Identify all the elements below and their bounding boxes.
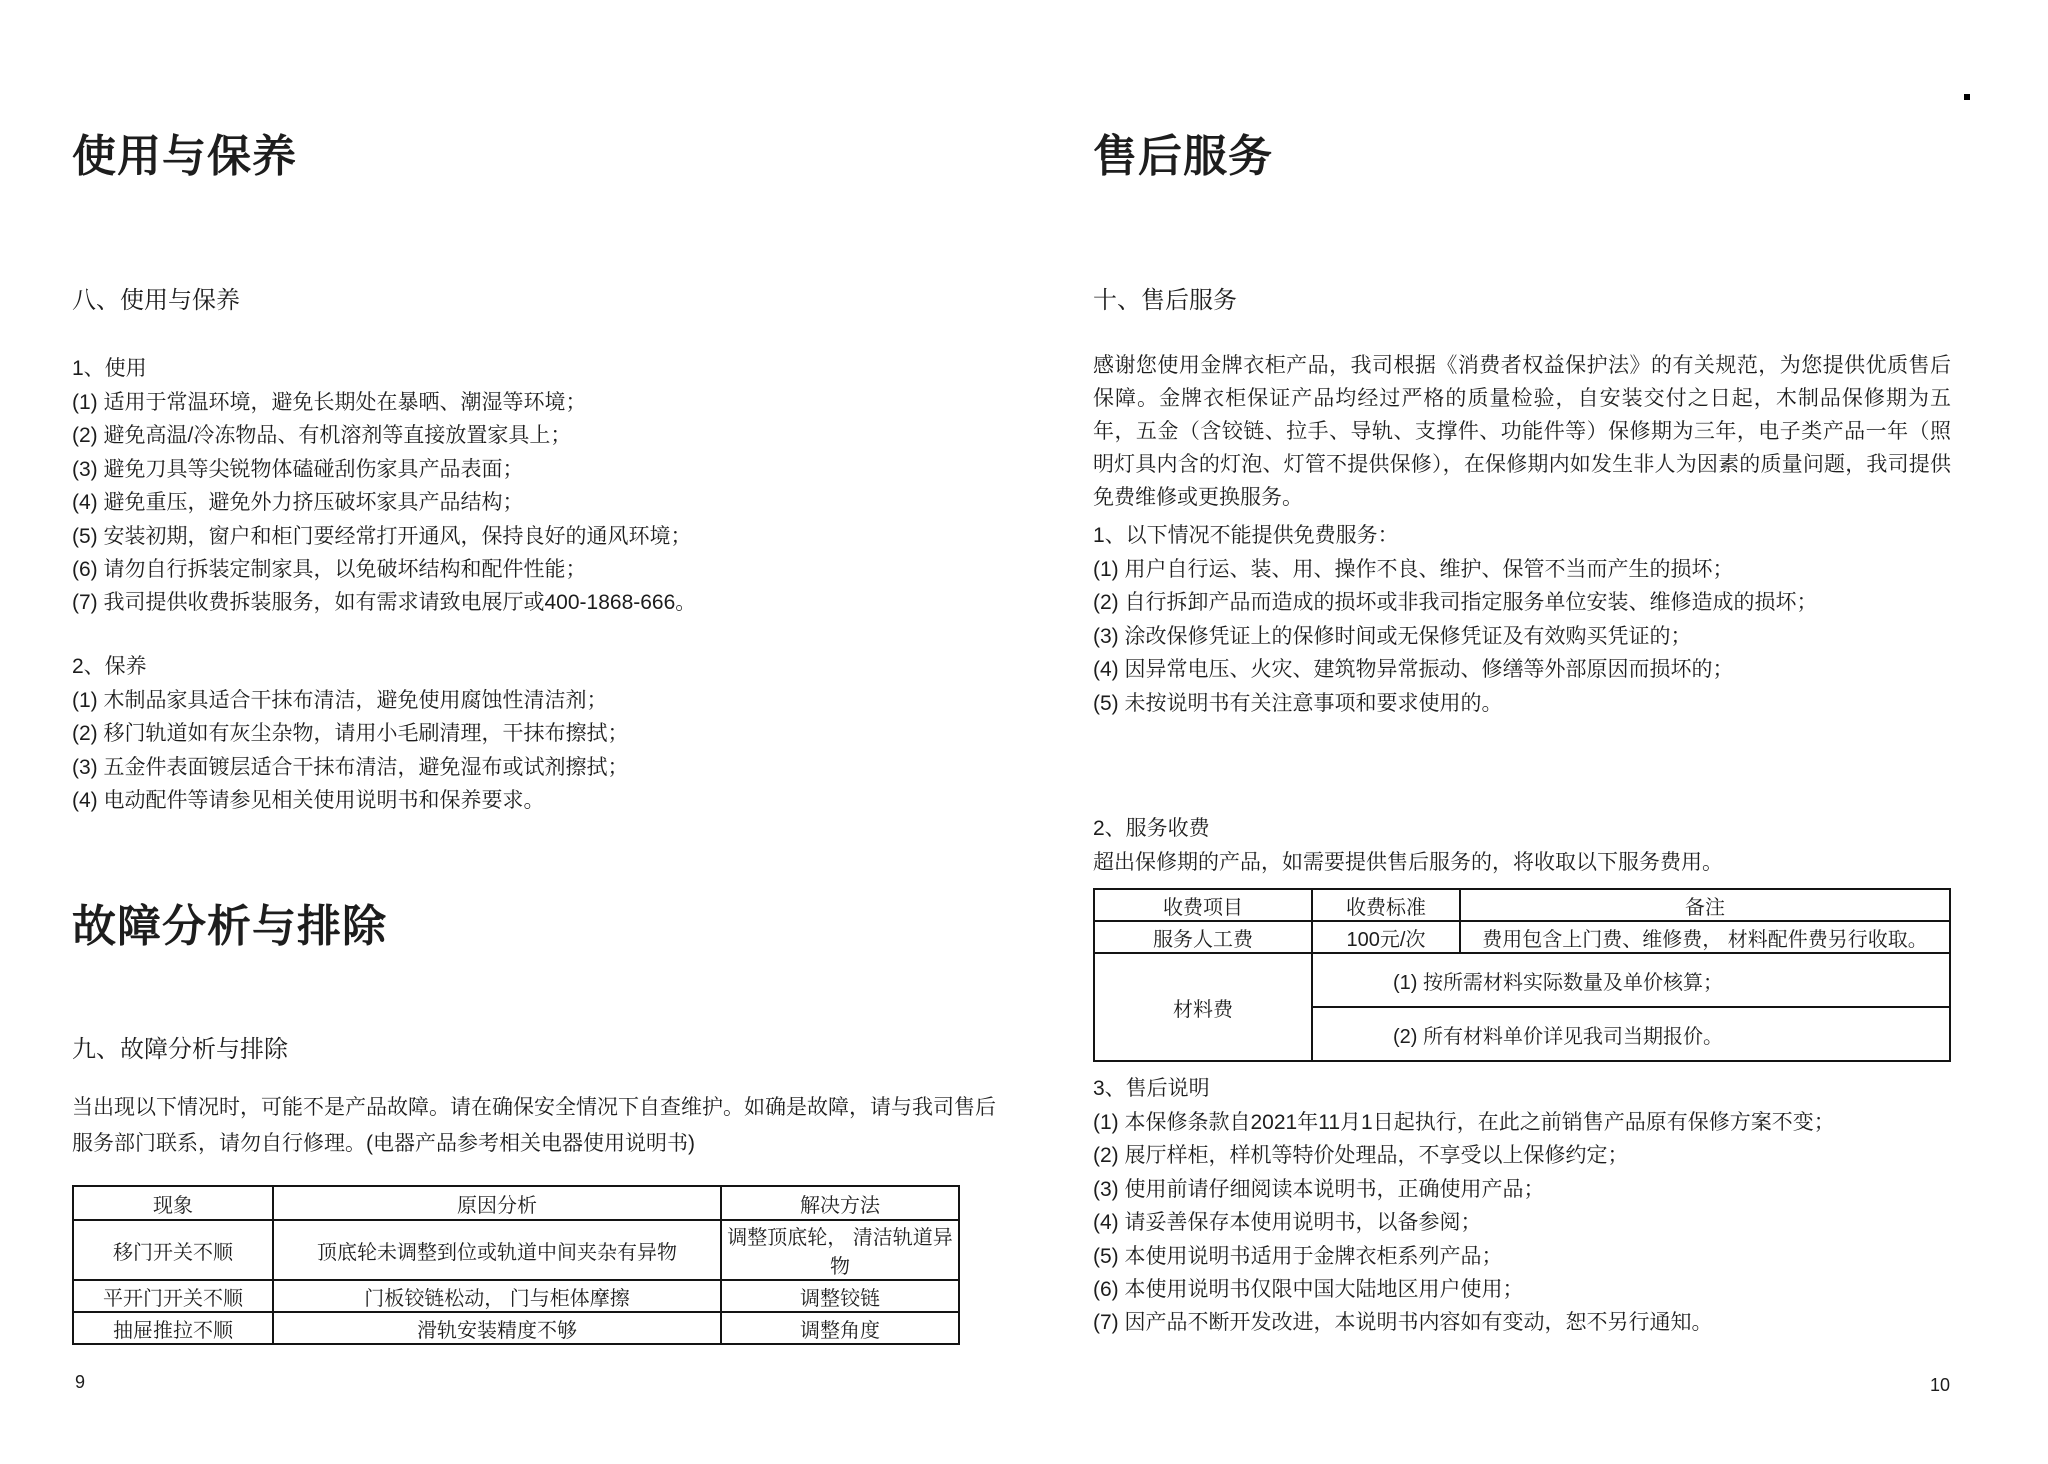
list-item: (4) 避免重压，避免外力挤压破坏家具产品结构； [72, 491, 524, 515]
use-subheading: 1、使用 [72, 357, 147, 380]
fault-analysis-title: 故障分析与排除 [72, 902, 387, 951]
column-header: 现象 [73, 1186, 273, 1220]
table-row [73, 1220, 959, 1280]
care-item-list [72, 684, 629, 818]
list-item: (3) 避免刀具等尖锐物体磕碰刮伤家具产品表面； [72, 457, 524, 481]
free-service-item-list [1093, 553, 1818, 720]
table-header-row [73, 1186, 959, 1220]
column-header: 原因分析 [273, 1186, 721, 1220]
care-subheading: 2、保养 [72, 655, 147, 678]
list-item: (2) 自行拆卸产品而造成的损坏或非我司指定服务单位安装、维修造成的损坏； [1093, 591, 1818, 615]
cell-fee-item: 服务人工费 [1094, 921, 1312, 953]
section-heading-fault: 九、故障分析与排除 [72, 1036, 288, 1063]
cell-fee-standard: 100元/次 [1312, 921, 1460, 953]
service-fee-intro: 超出保修期的产品，如需要提供售后服务的，将收取以下服务费用。 [1093, 851, 1723, 874]
service-intro-paragraph: 感谢您使用金牌衣柜产品，我司根据《消费者权益保护法》的有关规范，为您提供优质售后保障。金牌衣柜保证产品均经过严格的质量检验，自安装交付之日起，木制品保修期为五年，五金（含铰链、拉手、导轨、支撑件、功能件等）保修期为三年，电子类产品一年（照明灯具内含的灯泡、灯管不提供保修），在保修期内如发生非人为因素的质量问题，我司提供免费维修或更换服务。 [1093, 354, 1951, 509]
fault-table [72, 1185, 960, 1345]
fee-table [1093, 888, 1951, 1062]
cell-cause: 滑轨安装精度不够 [273, 1312, 721, 1344]
paragraph-line: 服务部门联系，请勿自行修理。(电器产品参考相关电器使用说明书) [72, 1132, 695, 1155]
paragraph-line: 当出现以下情况时，可能不是产品故障。请在确保安全情况下自查维护。如确是故障，请与我司售后 [72, 1096, 996, 1119]
list-item: (2) 避免高温/冷冻物品、有机溶剂等直接放置家具上； [72, 424, 572, 448]
column-header: 备注 [1460, 889, 1950, 921]
section-heading-service: 十、售后服务 [1093, 287, 1237, 314]
cell-fee-remark: 费用包含上门费、维修费， 材料配件费另行收取。 [1460, 921, 1950, 953]
column-header: 解决方法 [721, 1186, 959, 1220]
list-item: (1) 适用于常温环境，避免长期处在暴晒、潮湿等环境； [72, 391, 587, 414]
list-item: (1) 本保修条款自2021年11月1日起执行，在此之前销售产品原有保修方案不变； [1093, 1111, 1835, 1134]
list-item: (7) 我司提供收费拆装服务，如有需求请致电展厅或400-1868-666。 [72, 591, 697, 615]
cell-material-note: (1) 按所需材料实际数量及单价核算； [1312, 953, 1950, 1007]
table-header-row [1094, 889, 1950, 921]
list-item: (1) 用户自行运、装、用、操作不良、维护、保管不当而产生的损坏； [1093, 558, 1734, 581]
dot-mark [1964, 94, 1970, 100]
right-page-title: 售后服务 [1093, 132, 1273, 181]
list-item: (4) 电动配件等请参见相关使用说明书和保养要求。 [72, 789, 545, 813]
table-row [73, 1312, 959, 1344]
left-page-title: 使用与保养 [72, 132, 297, 181]
after-sale-notes-subheading: 3、售后说明 [1093, 1077, 1210, 1100]
cell-solution: 调整角度 [721, 1312, 959, 1344]
page-number-right: 10 [1930, 1375, 1951, 1395]
list-item: (4) 请妥善保存本使用说明书，以备参阅； [1093, 1211, 1482, 1235]
page-number-left: 9 [75, 1372, 86, 1392]
cell-solution: 调整顶底轮， 清洁轨道异物 [721, 1220, 959, 1280]
cell-phenomenon: 移门开关不顺 [73, 1220, 273, 1280]
cell-phenomenon: 平开门开关不顺 [73, 1280, 273, 1312]
table-row [73, 1280, 959, 1312]
cell-cause: 顶底轮未调整到位或轨道中间夹杂有异物 [273, 1220, 721, 1280]
list-item: (1) 木制品家具适合干抹布清洁，避免使用腐蚀性清洁剂； [72, 689, 608, 712]
list-item: (3) 五金件表面镀层适合干抹布清洁，避免湿布或试剂擦拭； [72, 755, 629, 779]
table-row-material-fee [1094, 953, 1950, 1007]
cell-solution: 调整铰链 [721, 1280, 959, 1312]
service-fee-subheading: 2、服务收费 [1093, 817, 1210, 840]
table-row-labor-fee [1094, 921, 1950, 953]
cell-material-note: (2) 所有材料单价详见我司当期报价。 [1312, 1007, 1950, 1061]
column-header: 收费项目 [1094, 889, 1312, 921]
use-item-list [72, 386, 696, 620]
section-heading-use-care: 八、使用与保养 [72, 287, 240, 314]
list-item: (3) 使用前请仔细阅读本说明书，正确使用产品； [1093, 1177, 1545, 1201]
cell-material-label: 材料费 [1094, 953, 1312, 1061]
cell-phenomenon: 抽屉推拉不顺 [73, 1312, 273, 1344]
free-service-subheading: 1、以下情况不能提供免费服务： [1093, 524, 1399, 547]
list-item: (5) 安装初期，窗户和柜门要经常打开通风，保持良好的通风环境； [72, 524, 692, 548]
list-item: (2) 展厅样柜，样机等特价处理品，不享受以上保修约定； [1093, 1144, 1629, 1168]
list-item: (7) 因产品不断开发改进，本说明书内容如有变动，恕不另行通知。 [1093, 1311, 1713, 1335]
list-item: (6) 本使用说明书仅限中国大陆地区用户使用； [1093, 1278, 1524, 1302]
list-item: (2) 移门轨道如有灰尘杂物，请用小毛刷清理，干抹布擦拭； [72, 722, 629, 746]
list-item: (6) 请勿自行拆装定制家具，以免破坏结构和配件性能； [72, 558, 587, 582]
list-item: (5) 本使用说明书适用于金牌衣柜系列产品； [1093, 1244, 1503, 1268]
list-item: (5) 未按说明书有关注意事项和要求使用的。 [1093, 691, 1503, 715]
column-header: 收费标准 [1312, 889, 1460, 921]
after-sale-notes-list [1093, 1106, 1835, 1340]
fault-intro-paragraph [72, 1090, 996, 1162]
list-item: (3) 涂改保修凭证上的保修时间或无保修凭证及有效购买凭证的； [1093, 624, 1692, 648]
cell-cause: 门板铰链松动， 门与柜体摩擦 [273, 1280, 721, 1312]
list-item: (4) 因异常电压、火灾、建筑物异常振动、修缮等外部原因而损坏的； [1093, 658, 1734, 682]
